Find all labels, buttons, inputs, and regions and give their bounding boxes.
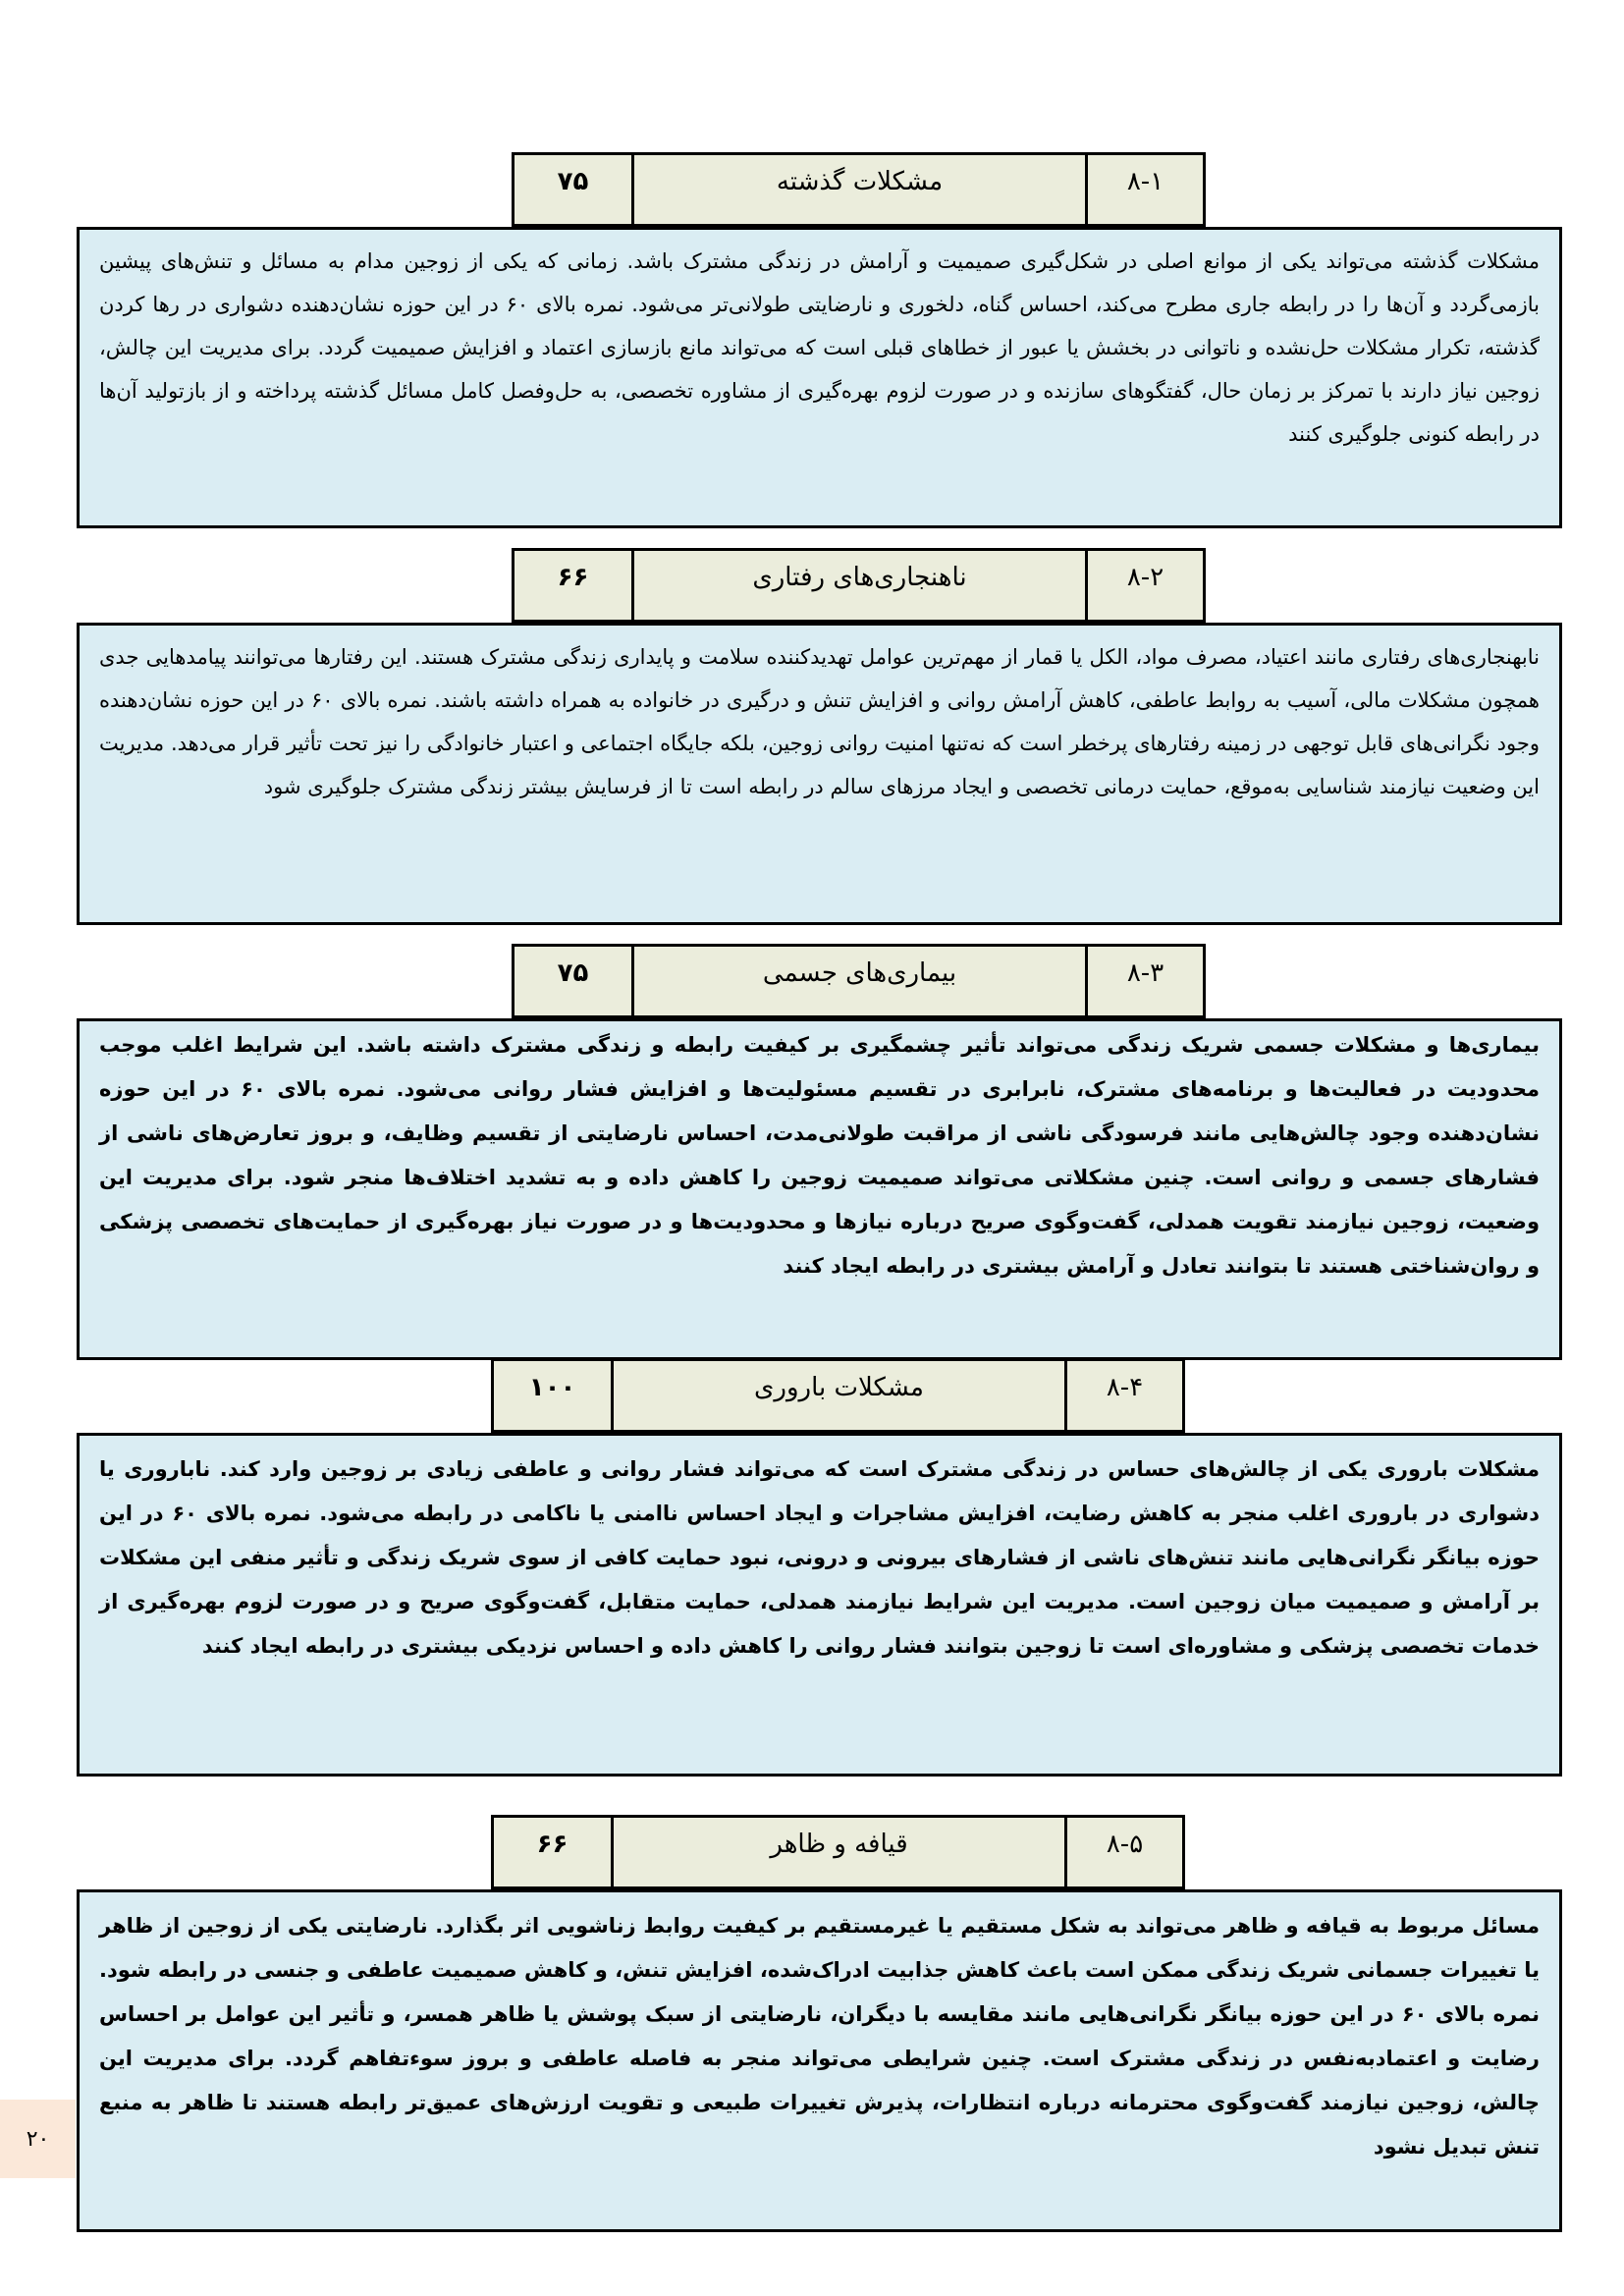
section-score: ۶۶	[536, 1830, 568, 1859]
section-score: ۶۶	[557, 563, 589, 592]
section-code: ۸-۴	[1064, 1361, 1182, 1430]
page-number: ۲۰	[0, 2100, 76, 2178]
section-score: ۱۰۰	[528, 1373, 576, 1402]
section-code: ۸-۱	[1085, 155, 1203, 224]
section-header-8-3	[512, 944, 1206, 1018]
section-score: ۷۵	[557, 167, 589, 196]
section-title: ناهنجاری‌های رفتاری	[631, 551, 1085, 620]
section-score: ۷۵	[557, 958, 589, 988]
section-code: ۸-۲	[1085, 551, 1203, 620]
section-body-8-5: مسائل مربوط به قیافه و ظاهر می‌تواند به شکل مستقیم یا غیرمستقیم بر کیفیت روابط زناشویی اثر بگذارد. نارضایتی یکی از زوجین از ظاهر یا تغییرات جسمانی شریک زندگی ممکن است باعث کاهش جذابیت ادراک‌شده، افزایش تنش، و کاهش صمیمیت عاطفی و جنسی در رابطه شود. نمره بالای ۶۰ در این حوزه بیانگر نگرانی‌هایی مانند مقایسه با دیگران، نارضایتی از سبک پوشش یا ظاهر همسر، و تأثیر این عوامل بر احساس رضایت و اعتمادبه‌نفس در زندگی مشترک است. چنین شرایطی می‌تواند منجر به فاصله عاطفی و بروز سوءتفاهم گردد. برای مدیریت این چالش، زوجین نیازمند گفت‌وگوی محترمانه درباره انتظارات، پذیرش تغییرات طبیعی و تقویت ارزش‌های عمیق‌تر رابطه هستند تا ظاهر به منبع تنش تبدیل نشود	[77, 1889, 1562, 2232]
section-title: مشکلات گذشته	[631, 155, 1085, 224]
section-code: ۸-۳	[1085, 947, 1203, 1015]
section-code: ۸-۵	[1064, 1818, 1182, 1886]
section-header-8-4	[491, 1358, 1185, 1433]
section-body-8-4: مشکلات باروری یکی از چالش‌های حساس در زندگی مشترک است که می‌تواند فشار روانی و عاطفی زیادی بر زوجین وارد کند. ناباروری یا دشواری در باروری اغلب منجر به کاهش رضایت، افزایش مشاجرات و ایجاد احساس ناامنی یا ناکامی در رابطه می‌شود. نمره بالای ۶۰ در این حوزه بیانگر نگرانی‌هایی مانند تنش‌های ناشی از فشارهای بیرونی و درونی، نبود حمایت کافی از سوی شریک زندگی و تأثیر منفی این مشکلات بر آرامش و صمیمیت میان زوجین است. مدیریت این شرایط نیازمند همدلی، حمایت متقابل، گفت‌وگوی صریح و در صورت لزوم بهره‌گیری از خدمات تخصصی پزشکی و مشاوره‌ای است تا زوجین بتوانند فشار روانی را کاهش داده و احساس نزدیکی بیشتری در رابطه ایجاد کنند	[77, 1433, 1562, 1777]
section-title: مشکلات باروری	[611, 1361, 1064, 1430]
section-body-8-2: نابهنجاری‌های رفتاری مانند اعتیاد، مصرف مواد، الکل یا قمار از مهم‌ترین عوامل تهدیدکننده سلامت و پایداری زندگی مشترک هستند. این رفتارها می‌توانند پیامدهایی جدی همچون مشکلات مالی، آسیب به روابط عاطفی، کاهش آرامش روانی و افزایش تنش و درگیری در خانواده به همراه داشته باشند. نمره بالای ۶۰ در این حوزه نشان‌دهنده وجود نگرانی‌های قابل توجهی در زمینه رفتارهای پرخطر است که نه‌تنها امنیت روانی زوجین، بلکه جایگاه اجتماعی و اعتبار خانوادگی را نیز تحت تأثیر قرار می‌دهد. مدیریت این وضعیت نیازمند شناسایی به‌موقع، حمایت درمانی تخصصی و ایجاد مرزهای سالم در رابطه است تا از فرسایش بیشتر زندگی مشترک جلوگیری شود	[77, 623, 1562, 925]
section-header-8-2	[512, 548, 1206, 623]
section-body-8-1: مشکلات گذشته می‌تواند یکی از موانع اصلی در شکل‌گیری صمیمیت و آرامش در زندگی مشترک باشد. زمانی که یکی از زوجین مدام به مسائل و تنش‌های پیشین بازمی‌گردد و آن‌ها را در رابطه جاری مطرح می‌کند، احساس گناه، دلخوری و نارضایتی طولانی‌تر می‌شود. نمره بالای ۶۰ در این حوزه نشان‌دهنده دشواری در رها کردن گذشته، تکرار مشکلات حل‌نشده و ناتوانی در بخشش یا عبور از خطاهای قبلی است که می‌تواند مانع بازسازی اعتماد و افزایش صمیمیت گردد. برای مدیریت این چالش، زوجین نیاز دارند با تمرکز بر زمان حال، گفتگوهای سازنده و در صورت لزوم بهره‌گیری از مشاوره تخصصی، به حل‌وفصل کامل مسائل گذشته پرداخته و از بازتولید آن‌ها در رابطه کنونی جلوگیری کنند	[77, 227, 1562, 528]
section-body-8-3: بیماری‌ها و مشکلات جسمی شریک زندگی می‌تواند تأثیر چشمگیری بر کیفیت رابطه و زندگی مشترک داشته باشد. این شرایط اغلب موجب محدودیت در فعالیت‌ها و برنامه‌های مشترک، نابرابری در تقسیم مسئولیت‌ها و افزایش فشار روانی می‌شود. نمره بالای ۶۰ در این حوزه نشان‌دهنده وجود چالش‌هایی مانند فرسودگی ناشی از مراقبت طولانی‌مدت، احساس نارضایتی از تقسیم وظایف، و بروز تعارض‌های ناشی از فشارهای جسمی و روانی است. چنین مشکلاتی می‌تواند صمیمیت زوجین را کاهش داده و به تشدید اختلاف‌ها منجر شود. برای مدیریت این وضعیت، زوجین نیازمند تقویت همدلی، گفت‌وگوی صریح درباره نیازها و محدودیت‌ها و در صورت نیاز بهره‌گیری از حمایت‌های تخصصی پزشکی و روان‌شناختی هستند تا بتوانند تعادل و آرامش بیشتری در رابطه ایجاد کنند	[77, 1018, 1562, 1360]
section-title: قیافه و ظاهر	[611, 1818, 1064, 1886]
section-title: بیماری‌های جسمی	[631, 947, 1085, 1015]
section-header-8-5	[491, 1815, 1185, 1889]
section-header-8-1	[512, 152, 1206, 227]
